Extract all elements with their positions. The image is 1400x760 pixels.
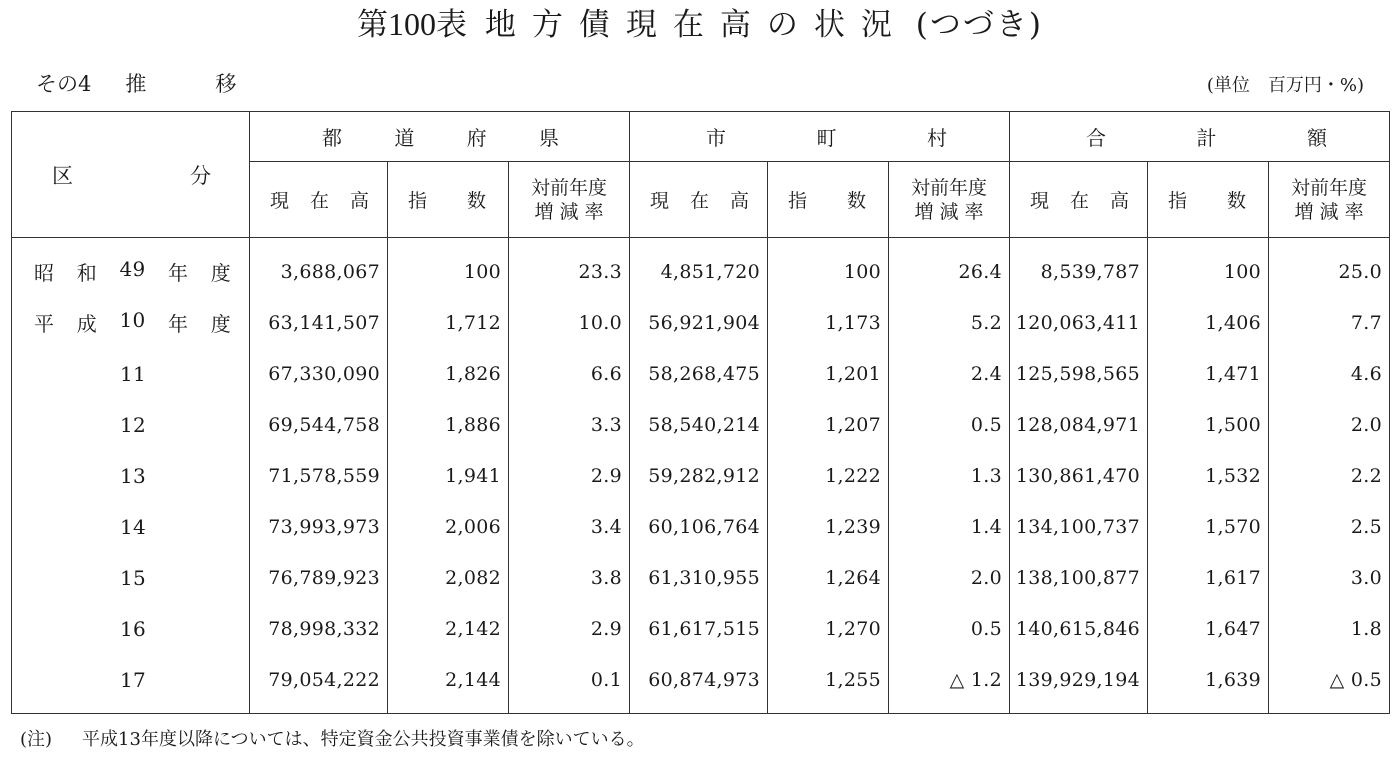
table-row: [12, 348, 1390, 399]
table-row: [12, 501, 1390, 552]
row-era-char: 昭: [34, 261, 55, 285]
column-header-char: 高: [729, 190, 749, 212]
cell-index: 100: [768, 238, 889, 298]
cell-rate: 3.3: [509, 399, 630, 450]
column-header-char: 数: [466, 190, 486, 212]
title-word: 地: [484, 7, 516, 43]
column-header-char: 数: [1227, 190, 1247, 212]
table-row: [12, 603, 1390, 654]
cell-value: 120,063,411: [1010, 297, 1148, 348]
column-header-current-label: [1010, 186, 1147, 213]
column-header-char: 現: [1030, 190, 1050, 212]
cell-value: 60,106,764: [630, 501, 768, 552]
title-word: 方: [531, 7, 563, 43]
title-word: 債: [578, 7, 610, 43]
cell-value: 58,268,475: [630, 348, 768, 399]
part-label: その4: [36, 72, 92, 96]
kubun-header: [12, 112, 250, 238]
row-era-char: 49: [119, 257, 146, 281]
cell-index: 1,201: [768, 348, 889, 399]
title-prefix: 第: [357, 7, 389, 43]
cell-value: 79,054,222: [250, 654, 388, 714]
cell-value: 130,861,470: [1010, 450, 1148, 501]
cell-rate: 0.5: [889, 603, 1010, 654]
column-header-char: 現: [270, 190, 290, 212]
table-row: [12, 654, 1390, 714]
row-era-char: 成: [76, 312, 98, 336]
debt-table: [11, 111, 1390, 714]
column-header-rate-line1: 対前年度: [1291, 176, 1368, 199]
column-header-current-label: [250, 186, 387, 213]
row-era-char: 10: [119, 308, 146, 332]
cell-index: 1,173: [768, 297, 889, 348]
row-year: 14: [120, 514, 147, 539]
kubun-label: [12, 160, 249, 190]
group-header-municipality: [630, 112, 1010, 162]
group-header-char: 都: [322, 126, 342, 150]
cell-rate: 0.5: [889, 399, 1010, 450]
cell-value: 128,084,971: [1010, 399, 1148, 450]
cell-rate: 3.4: [509, 501, 630, 552]
cell-value: 61,617,515: [630, 603, 768, 654]
cell-index: 1,239: [768, 501, 889, 552]
column-header-index-label: [768, 186, 888, 213]
row-era-char: 年: [167, 261, 189, 285]
column-header-rate-line1: 対前年度: [531, 176, 608, 199]
column-header-char: 在: [690, 190, 710, 212]
cell-rate: 26.4: [889, 238, 1010, 298]
column-header-char: 指: [408, 190, 428, 212]
cell-value: 134,100,737: [1010, 501, 1148, 552]
title-word: 現: [625, 7, 657, 43]
cell-value: 63,141,507: [250, 297, 388, 348]
column-header-char: 高: [1110, 190, 1130, 212]
title-word: の: [766, 7, 798, 43]
cell-index: 1,406: [1148, 297, 1269, 348]
cell-rate: 23.3: [509, 238, 630, 298]
cell-index: 1,222: [768, 450, 889, 501]
column-header-char: 指: [788, 190, 808, 212]
cell-value: 140,615,846: [1010, 603, 1148, 654]
column-header-char: 現: [650, 190, 670, 212]
cell-rate: 1.4: [889, 501, 1010, 552]
column-header-index: [768, 162, 889, 238]
cell-index: 1,471: [1148, 348, 1269, 399]
group-header-char: 道: [394, 126, 415, 150]
row-year: 16: [120, 616, 147, 641]
cell-value: 76,789,923: [250, 552, 388, 603]
cell-index: 1,500: [1148, 399, 1269, 450]
cell-rate: 3.0: [1269, 552, 1390, 603]
row-year: 17: [120, 667, 147, 692]
footnote: [20, 726, 645, 754]
cell-value: 4,851,720: [630, 238, 768, 298]
cell-value: 138,100,877: [1010, 552, 1148, 603]
part-heading: [36, 68, 260, 100]
cell-rate: 2.4: [889, 348, 1010, 399]
table-row: [12, 450, 1390, 501]
cell-rate: 2.5: [1269, 501, 1390, 552]
cell-rate: 2.9: [509, 450, 630, 501]
cell-value: 60,874,973: [630, 654, 768, 714]
cell-rate: △ 1.2: [889, 654, 1010, 714]
row-label: [12, 501, 250, 552]
group-header-char: 町: [816, 126, 837, 150]
group-header-prefecture: [250, 112, 630, 162]
title-word: 在: [672, 7, 704, 43]
cell-index: 1,255: [768, 654, 889, 714]
cell-index: 1,826: [388, 348, 509, 399]
title-word: 状: [813, 7, 845, 43]
group-header-total: [1010, 112, 1390, 162]
column-header-rate: [1269, 162, 1390, 238]
column-header-index: [1148, 162, 1269, 238]
footnote-text: 平成13年度以降については、特定資金公共投資事業債を除いている。: [82, 729, 645, 750]
cell-index: 1,532: [1148, 450, 1269, 501]
column-header-current-label: [630, 186, 767, 213]
cell-value: 125,598,565: [1010, 348, 1148, 399]
row-year: 12: [120, 412, 147, 437]
cell-value: 139,929,194: [1010, 654, 1148, 714]
cell-rate: 5.2: [889, 297, 1010, 348]
cell-value: 67,330,090: [250, 348, 388, 399]
cell-rate: 0.1: [509, 654, 630, 714]
table-body: [12, 238, 1390, 714]
cell-rate: 1.8: [1269, 603, 1390, 654]
row-era-char: 平: [34, 312, 55, 336]
group-header-char: 計: [1196, 126, 1217, 150]
column-header-rate-line2: 増 減 率: [914, 200, 984, 223]
row-year: 13: [120, 463, 147, 488]
column-header-rate-line2: 増 減 率: [1294, 200, 1364, 223]
title-number: 100: [388, 6, 437, 42]
row-era-char: 度: [210, 312, 231, 336]
cell-rate: 7.7: [1269, 297, 1390, 348]
row-label: [12, 654, 250, 714]
row-year: 15: [120, 565, 147, 590]
kubun-char: 分: [190, 163, 211, 188]
row-label: [12, 552, 250, 603]
column-header-index-label: [1148, 186, 1268, 213]
cell-value: 58,540,214: [630, 399, 768, 450]
row-era-char: 度: [210, 261, 231, 285]
cell-rate: 4.6: [1269, 348, 1390, 399]
kubun-char: 区: [52, 163, 73, 188]
table-row: [12, 297, 1390, 348]
table-row: [12, 552, 1390, 603]
title-word: 況: [860, 7, 892, 43]
row-era-char: 年: [167, 312, 189, 336]
group-header-char: 市: [706, 126, 727, 150]
footnote-label: (注): [20, 729, 53, 750]
title-words: [477, 7, 900, 43]
cell-value: 8,539,787: [1010, 238, 1148, 298]
row-label: [12, 348, 250, 399]
cell-index: 1,639: [1148, 654, 1269, 714]
cell-value: 71,578,559: [250, 450, 388, 501]
cell-value: 3,688,067: [250, 238, 388, 298]
cell-value: 73,993,973: [250, 501, 388, 552]
cell-value: 56,921,904: [630, 297, 768, 348]
cell-index: 1,617: [1148, 552, 1269, 603]
table-row: [12, 399, 1390, 450]
cell-value: 59,282,912: [630, 450, 768, 501]
column-header-char: 高: [349, 190, 369, 212]
column-header-rate-line2: 増 減 率: [534, 200, 604, 223]
cell-rate: 3.8: [509, 552, 630, 603]
row-label: [12, 238, 250, 298]
cell-value: 61,310,955: [630, 552, 768, 603]
cell-rate: 2.2: [1269, 450, 1390, 501]
cell-value: 78,998,332: [250, 603, 388, 654]
cell-index: 1,712: [388, 297, 509, 348]
cell-index: 2,006: [388, 501, 509, 552]
cell-index: 2,082: [388, 552, 509, 603]
cell-rate: 2.9: [509, 603, 630, 654]
column-header-char: 在: [1070, 190, 1090, 212]
row-era-label: [12, 257, 249, 286]
cell-rate: 1.3: [889, 450, 1010, 501]
group-header-char: 村: [927, 126, 948, 150]
column-header-rate: [509, 162, 630, 238]
title-word: 高: [719, 7, 751, 43]
column-header-current: [1010, 162, 1148, 238]
column-header-current: [250, 162, 388, 238]
column-header-char: 在: [309, 190, 329, 212]
column-header-index: [388, 162, 509, 238]
group-header-char: 県: [538, 126, 559, 150]
column-header-rate-line1: 対前年度: [911, 176, 988, 199]
cell-index: 1,570: [1148, 501, 1269, 552]
group-header-char: 合: [1086, 126, 1107, 150]
row-year: 11: [120, 361, 147, 386]
cell-rate: △ 0.5: [1269, 654, 1390, 714]
cell-rate: 6.6: [509, 348, 630, 399]
table-row: [12, 238, 1390, 298]
page-title: [0, 4, 1400, 45]
column-header-char: 指: [1168, 190, 1188, 212]
row-label: [12, 399, 250, 450]
cell-rate: 2.0: [1269, 399, 1390, 450]
cell-rate: 2.0: [889, 552, 1010, 603]
cell-index: 100: [1148, 238, 1269, 298]
cell-index: 1,886: [388, 399, 509, 450]
row-label: [12, 297, 250, 348]
cell-index: 2,142: [388, 603, 509, 654]
cell-rate: 10.0: [509, 297, 630, 348]
row-label: [12, 603, 250, 654]
column-header-index-label: [388, 186, 508, 213]
title-sub: (つづき): [915, 7, 1043, 43]
cell-index: 1,270: [768, 603, 889, 654]
column-header-rate: [889, 162, 1010, 238]
row-era-char: 和: [76, 261, 98, 285]
title-suffix: 表: [436, 7, 468, 43]
cell-index: 1,207: [768, 399, 889, 450]
cell-index: 1,264: [768, 552, 889, 603]
cell-index: 1,941: [388, 450, 509, 501]
group-header-char: 府: [466, 126, 487, 150]
column-header-char: 数: [847, 190, 867, 212]
unit-label: (単位 百万円・%): [1206, 75, 1364, 96]
column-header-current: [630, 162, 768, 238]
cell-index: 1,647: [1148, 603, 1269, 654]
cell-index: 100: [388, 238, 509, 298]
cell-value: 69,544,758: [250, 399, 388, 450]
row-label: [12, 450, 250, 501]
row-era-label: [12, 308, 249, 337]
cell-index: 2,144: [388, 654, 509, 714]
group-header-char: 額: [1307, 126, 1328, 150]
cell-rate: 25.0: [1269, 238, 1390, 298]
part-name: 推 移: [125, 72, 261, 96]
